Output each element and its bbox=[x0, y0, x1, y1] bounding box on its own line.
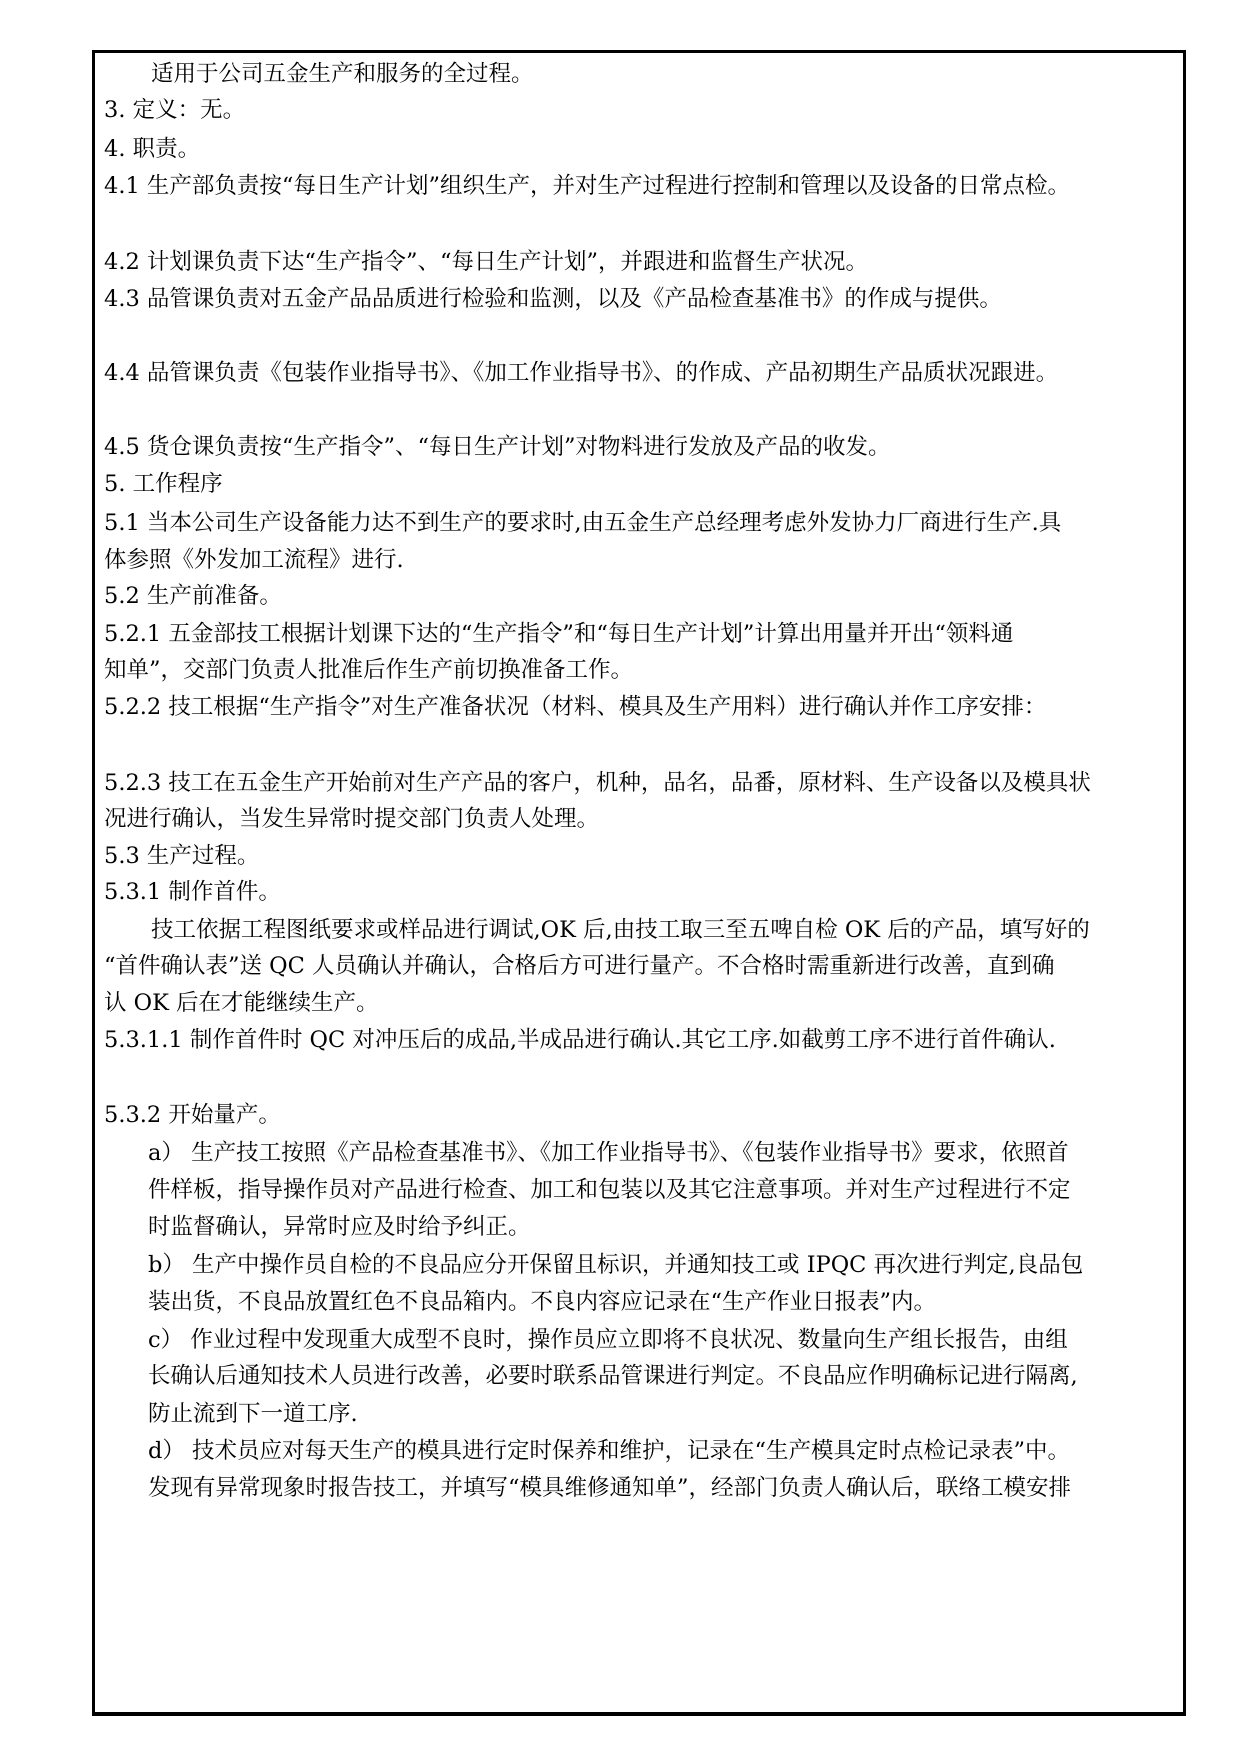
item-5-3-1-para-line-1: 技工依据工程图纸要求或样品进行调试,OK 后,由技工取三至五啤自检 OK 后的产品，填写好的 bbox=[151, 917, 1090, 943]
item-5-1-line-1: 5.1 当本公司生产设备能力达不到生产的要求时,由五金生产总经理考虑外发协力厂商进行生产.具 bbox=[104, 510, 1062, 536]
list-item-a-line-1: a） 生产技工按照《产品检查基准书》、《加工作业指导书》、《包装作业指导书》要求，依照首 bbox=[148, 1140, 1069, 1166]
item-5-3-1-heading: 5.3.1 制作首件。 bbox=[104, 879, 281, 905]
list-item-c-line-2: 长确认后通知技术人员进行改善，必要时联系品管课进行判定。不良品应作明确标记进行隔离, bbox=[148, 1363, 1078, 1389]
item-4-4: 4.4 品管课负责《包装作业指导书》、《加工作业指导书》、的作成、产品初期生产品质状况跟进。 bbox=[104, 360, 1059, 386]
item-5-3-1-para-line-3: 认 OK 后在才能继续生产。 bbox=[104, 990, 379, 1016]
item-5-2-2: 5.2.2 技工根据“生产指令”对生产准备状况（材料、模具及生产用料）进行确认并作工序安排： bbox=[104, 694, 1047, 720]
item-5-2-3-line-1: 5.2.3 技工在五金生产开始前对生产产品的客户，机种，品名，品番，原材料、生产设备以及模具状 bbox=[104, 770, 1091, 796]
list-item-b-line-1: b） 生产中操作员自检的不良品应分开保留且标识，并通知技工或 IPQC 再次进行判定,良品包 bbox=[148, 1252, 1084, 1278]
item-4-3: 4.3 品管课负责对五金产品品质进行检验和监测，以及《产品检查基准书》的作成与提供。 bbox=[104, 286, 1002, 312]
list-item-b-line-2: 装出货，不良品放置红色不良品箱内。不良内容应记录在“生产作业日报表”内。 bbox=[148, 1289, 937, 1315]
item-4-5: 4.5 货仓课负责按“生产指令”、“每日生产计划”对物料进行发放及产品的收发。 bbox=[104, 434, 891, 460]
scope-text: 适用于公司五金生产和服务的全过程。 bbox=[151, 61, 534, 87]
item-5-1-line-2: 体参照《外发加工流程》进行. bbox=[104, 547, 404, 573]
item-5-2-heading: 5.2 生产前准备。 bbox=[104, 583, 282, 609]
list-item-c-line-1: c） 作业过程中发现重大成型不良时，操作员应立即将不良状况、数量向生产组长报告，由组 bbox=[148, 1327, 1068, 1353]
section-5-heading: 5. 工作程序 bbox=[104, 471, 223, 497]
section-4-heading: 4. 职责。 bbox=[104, 136, 201, 162]
list-item-a-line-2: 件样板，指导操作员对产品进行检查、加工和包装以及其它注意事项。并对生产过程进行不定 bbox=[148, 1177, 1071, 1203]
list-item-d-line-2: 发现有异常现象时报告技工，并填写“模具维修通知单”，经部门负责人确认后，联络工模安排 bbox=[148, 1475, 1072, 1501]
list-item-d-line-1: d） 技术员应对每天生产的模具进行定时保养和维护，记录在“生产模具定时点检记录表”中。 bbox=[148, 1438, 1071, 1464]
list-item-a-line-3: 时监督确认，异常时应及时给予纠正。 bbox=[148, 1214, 531, 1240]
item-5-2-1-line-2: 知单”，交部门负责人批准后作生产前切换准备工作。 bbox=[104, 657, 634, 683]
section-3-definition: 3. 定义：无。 bbox=[104, 97, 246, 123]
item-5-2-1-line-1: 5.2.1 五金部技工根据计划课下达的“生产指令”和“每日生产计划”计算出用量并开出“领料通 bbox=[104, 621, 1014, 647]
item-5-2-3-line-2: 况进行确认，当发生异常时提交部门负责人处理。 bbox=[104, 806, 600, 832]
item-5-3-1-para-line-2: “首件确认表”送 QC 人员确认并确认，合格后方可进行量产。不合格时需重新进行改善，直到确 bbox=[104, 953, 1055, 979]
item-4-2: 4.2 计划课负责下达“生产指令”、“每日生产计划”，并跟进和监督生产状况。 bbox=[104, 249, 868, 275]
item-4-1: 4.1 生产部负责按“每日生产计划”组织生产，并对生产过程进行控制和管理以及设备的日常点检。 bbox=[104, 173, 1070, 199]
item-5-3-1-1: 5.3.1.1 制作首件时 QC 对冲压后的成品,半成品进行确认.其它工序.如截剪工序不进行首件确认. bbox=[104, 1027, 1056, 1053]
list-item-c-line-3: 防止流到下一道工序. bbox=[148, 1401, 358, 1427]
item-5-3-heading: 5.3 生产过程。 bbox=[104, 843, 260, 869]
item-5-3-2-heading: 5.3.2 开始量产。 bbox=[104, 1102, 281, 1128]
